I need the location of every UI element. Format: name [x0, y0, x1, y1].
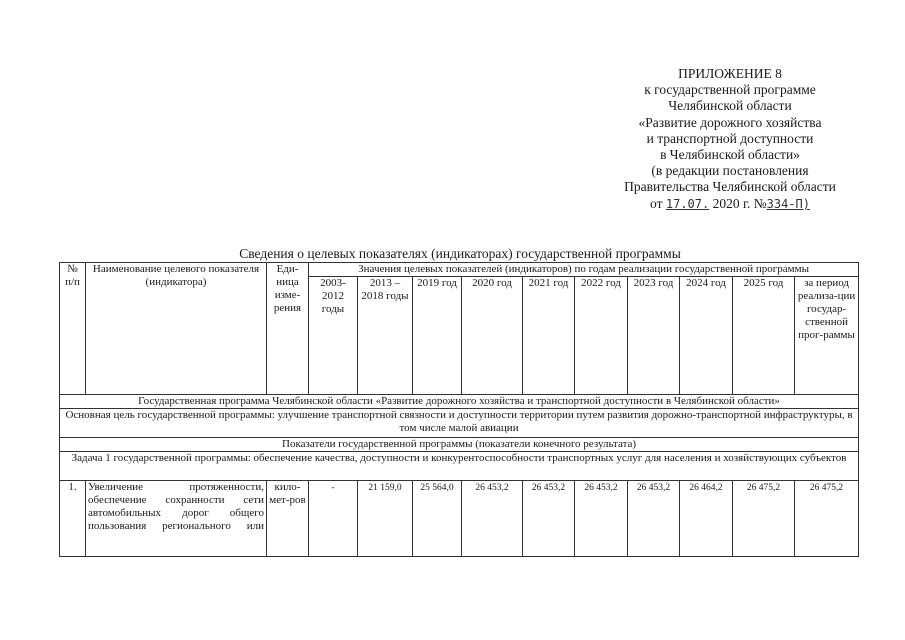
appendix-header — [590, 66, 870, 212]
header-line: Правительства Челябинской области — [624, 179, 836, 195]
header-line: (в редакции постановления — [651, 163, 809, 179]
header-line: «Развитие дорожного хозяйства — [638, 114, 822, 130]
appendix-title: ПРИЛОЖЕНИЕ 8 — [678, 66, 782, 81]
col-header-total: за период реализа-ции государ-ственной прог-раммы — [795, 277, 859, 395]
date-prefix: от — [650, 195, 663, 211]
col-header-name: Наименование целевого показателя (индикатора) — [86, 263, 267, 395]
col-header-unit: Еди-ница изме-рения — [267, 263, 309, 395]
col-header-num: № п/п — [60, 263, 86, 395]
goal-row — [60, 409, 859, 438]
indicators-section-cell: Показатели государственной программы (показатели конечного результата) — [60, 438, 859, 452]
header-line: к государственной программе — [644, 82, 816, 98]
row-value: 26 464,2 — [680, 481, 733, 557]
col-header-year: 2021 год — [523, 277, 575, 395]
col-header-year: 2013 – 2018 годы — [358, 277, 413, 395]
program-row — [60, 395, 859, 409]
task-row — [60, 452, 859, 481]
row-num: 1. — [60, 481, 86, 557]
resolution-date: 17.07. — [665, 196, 710, 211]
row-value: 25 564,0 — [413, 481, 462, 557]
table-row — [60, 481, 859, 557]
col-header-group: Значения целевых показателей (индикаторов) по годам реализации государственной программы — [309, 263, 859, 277]
row-name: Увеличение протяженности, обеспечение сохранности сети автомобильных дорог общего пользования регионального или — [86, 481, 267, 557]
header-line: и транспортной доступности — [646, 130, 814, 146]
row-value: 26 453,2 — [575, 481, 628, 557]
row-value: 26 453,2 — [523, 481, 575, 557]
row-value: 26 475,2 — [733, 481, 795, 557]
resolution-date-line — [590, 196, 870, 212]
row-value: 26 453,2 — [628, 481, 680, 557]
col-header-year: 2023 год — [628, 277, 680, 395]
document-title: Сведения о целевых показателях (индикаторах) государственной программы — [239, 246, 681, 261]
col-header-year: 2019 год — [413, 277, 462, 395]
row-value: 26 453,2 — [462, 481, 523, 557]
col-header-year: 2020 год — [462, 277, 523, 395]
col-header-year: 2003-2012 годы — [309, 277, 358, 395]
header-line: в Челябинской области» — [660, 147, 800, 163]
indicators-section-row — [60, 438, 859, 452]
col-header-year: 2022 год — [575, 277, 628, 395]
indicators-table — [59, 262, 859, 557]
program-title-cell: Государственная программа Челябинской области «Развитие дорожного хозяйства и транспортной доступности в Челябинской области» — [60, 395, 859, 409]
goal-cell: Основная цель государственной программы: улучшение транспортной связности и доступности территории путем развития дорожно-транспортной инфраструктуры, в том числе малой авиации — [60, 409, 859, 438]
task-cell: Задача 1 государственной программы: обеспечение качества, доступности и конкурентоспособности транспортных услуг для населения и хозяйствующих субъектов — [60, 452, 859, 481]
header-line: Челябинской области — [668, 98, 792, 114]
col-header-year: 2025 год — [733, 277, 795, 395]
row-value-total: 26 475,2 — [795, 481, 859, 557]
date-year: 2020 г. № — [712, 195, 767, 211]
resolution-number: 334-П) — [766, 196, 810, 211]
row-unit: кило-мет-ров — [267, 481, 309, 557]
row-value: 21 159,0 — [358, 481, 413, 557]
table-header-row — [60, 263, 859, 277]
row-value: - — [309, 481, 358, 557]
col-header-year: 2024 год — [680, 277, 733, 395]
